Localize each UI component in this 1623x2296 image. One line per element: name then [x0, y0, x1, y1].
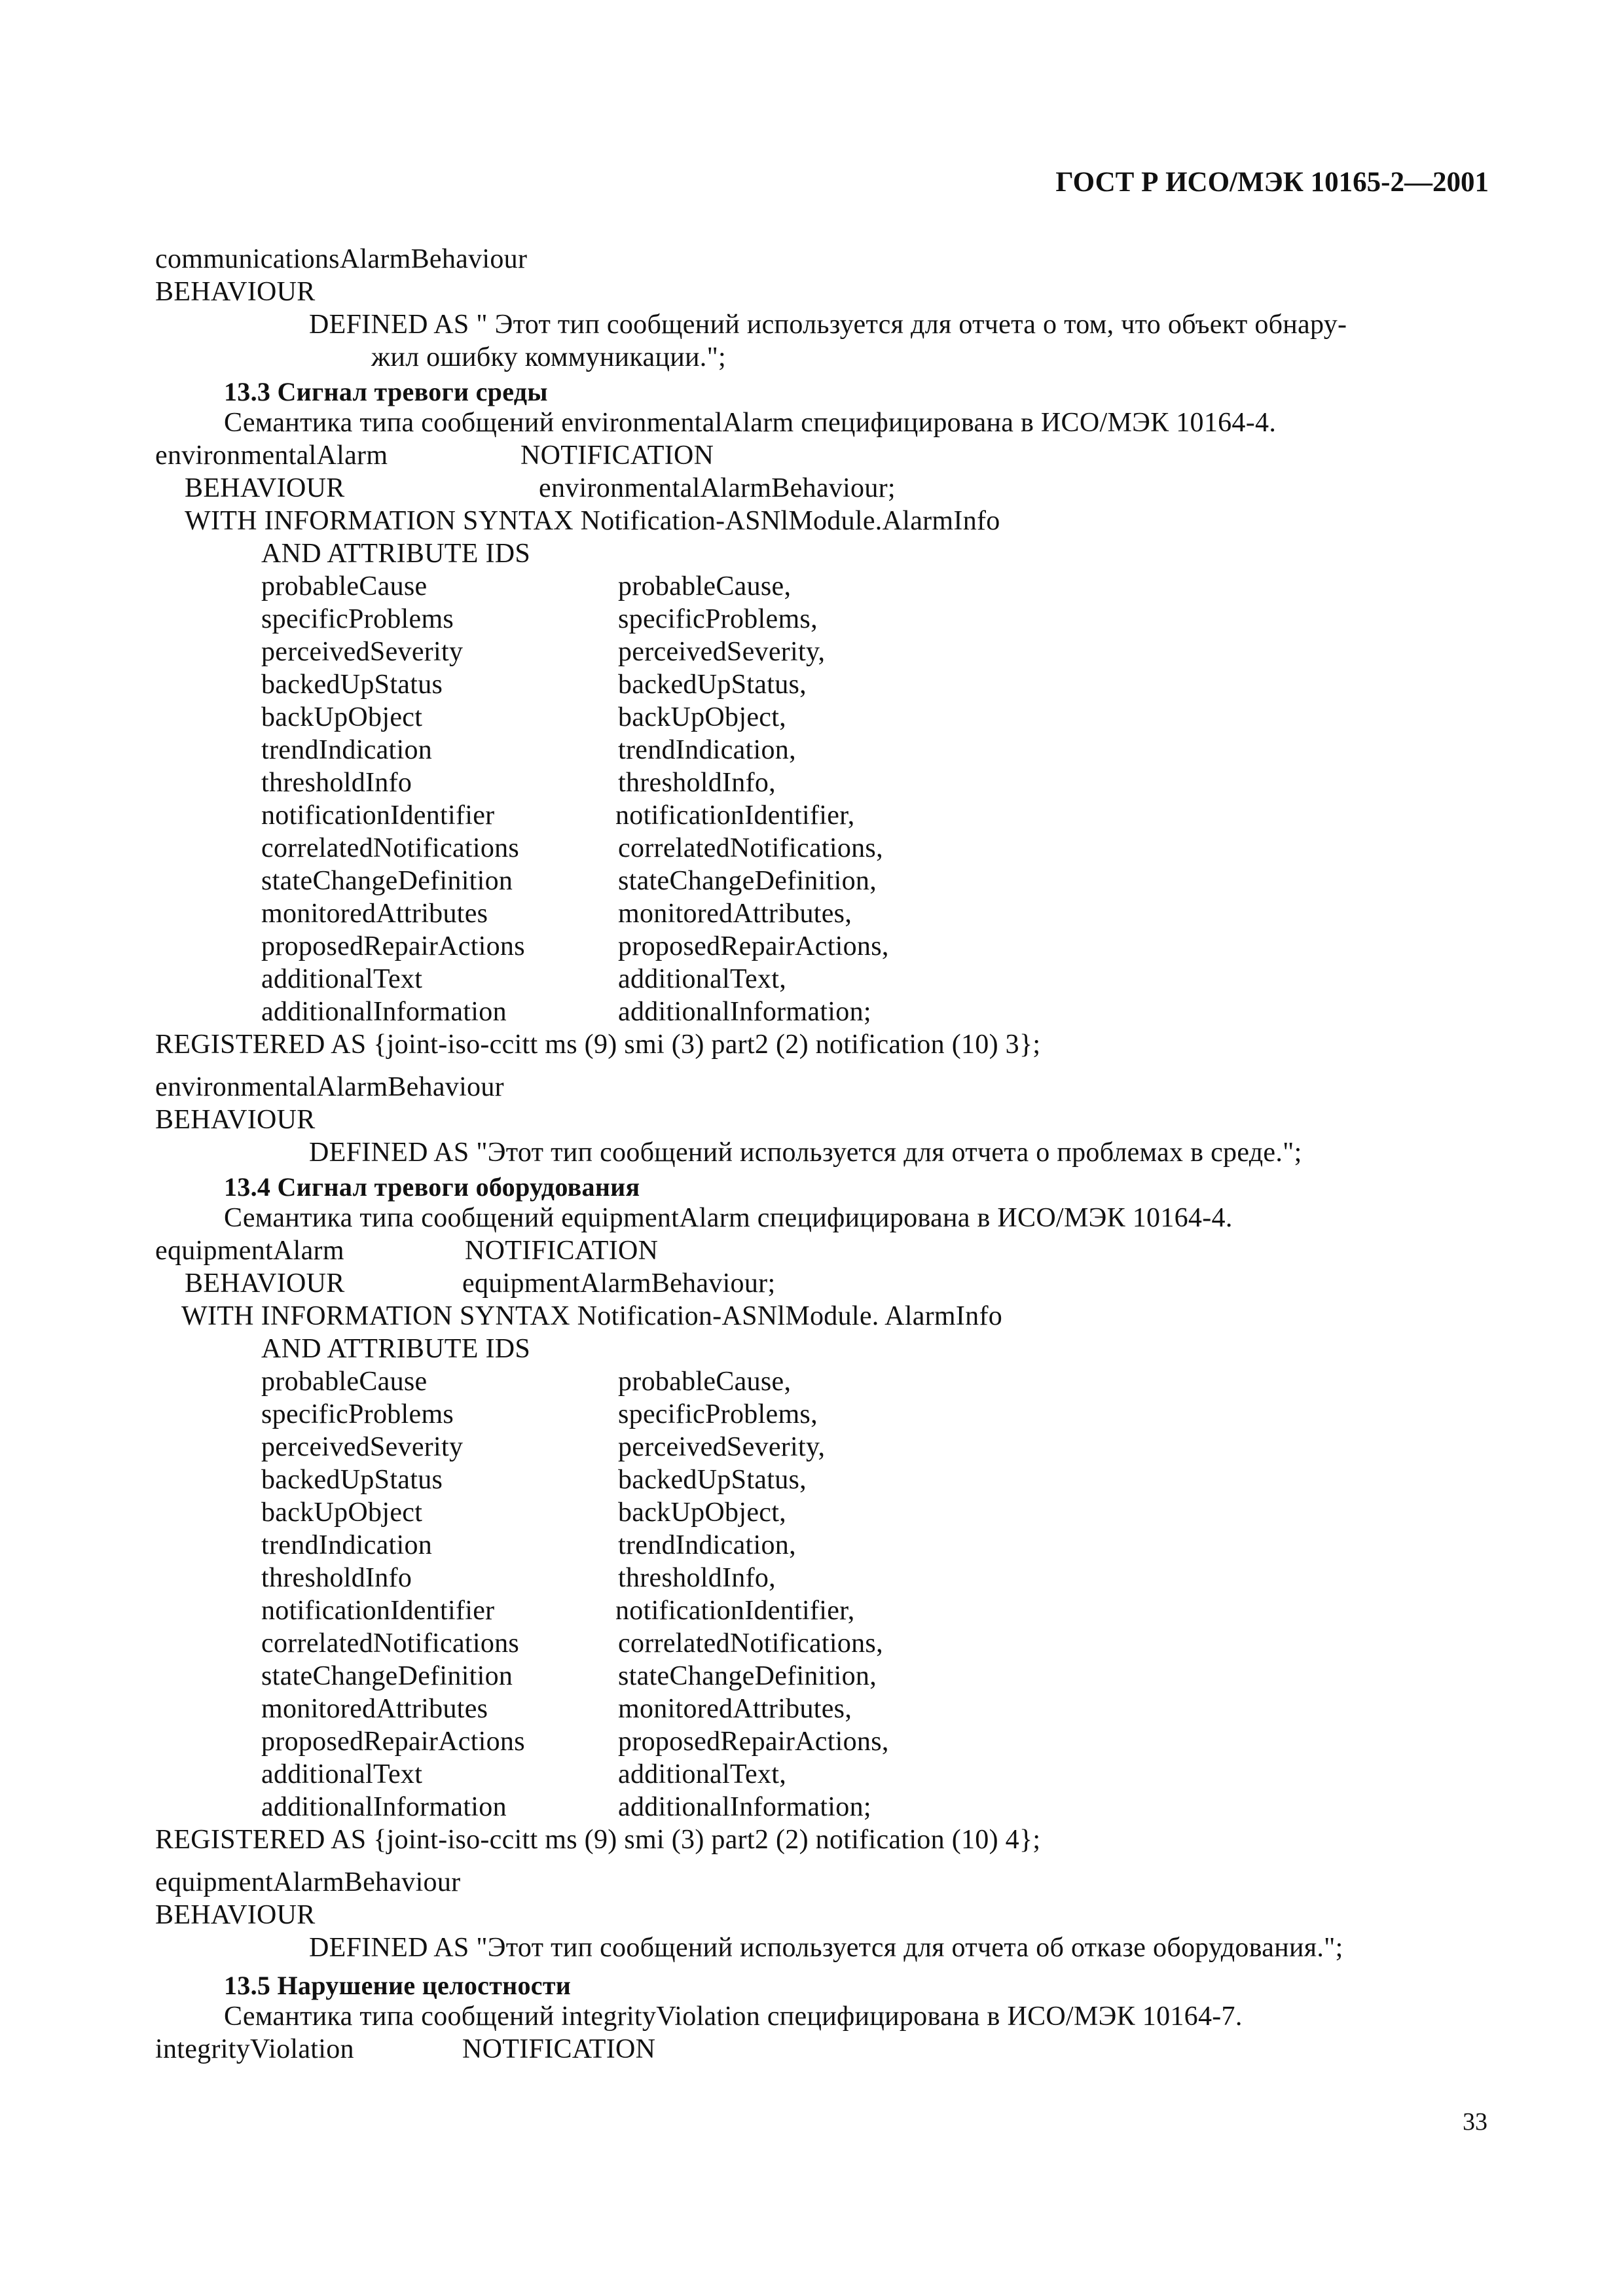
- text-line: backedUpStatus: [261, 670, 443, 700]
- text-line: REGISTERED AS {joint-iso-ccitt ms (9) smi (3) part2 (2) notification (10) 3};: [155, 1030, 1041, 1060]
- text-line: probableCause: [261, 1367, 428, 1397]
- text-line: additionalInformation: [261, 997, 507, 1027]
- text-line: BEHAVIOUR: [185, 473, 345, 503]
- text-line: equipmentAlarmBehaviour;: [462, 1268, 776, 1299]
- text-line: backUpObject: [261, 702, 423, 732]
- text-line: WITH INFORMATION SYNTAX Notification-ASNlModule. AlarmInfo: [181, 1301, 1003, 1331]
- text-line: backUpObject: [261, 1498, 423, 1528]
- text-line: equipmentAlarmBehaviour: [155, 1867, 461, 1897]
- text-line: probableCause,: [618, 1367, 792, 1397]
- text-line: notificationIdentifier: [261, 1596, 495, 1626]
- text-line: Семантика типа сообщений equipmentAlarm специфицирована в ИСО/МЭК 10164-4.: [224, 1203, 1233, 1233]
- text-line: proposedRepairActions,: [618, 931, 889, 961]
- text-line: correlatedNotifications: [261, 1628, 520, 1659]
- text-line: monitoredAttributes: [261, 899, 488, 929]
- text-line: thresholdInfo: [261, 768, 412, 798]
- text-line: backedUpStatus,: [618, 670, 807, 700]
- text-line: probableCause,: [618, 571, 792, 601]
- text-line: additionalText: [261, 1759, 423, 1789]
- text-line: жил ошибку коммуникации.";: [371, 342, 726, 372]
- text-line: trendIndication,: [618, 1530, 796, 1560]
- text-line: communicationsAlarmBehaviour: [155, 244, 528, 274]
- text-line: monitoredAttributes,: [618, 899, 852, 929]
- text-line: backedUpStatus: [261, 1465, 443, 1495]
- text-line: AND ATTRIBUTE IDS: [261, 1334, 531, 1364]
- text-line: correlatedNotifications,: [618, 1628, 883, 1659]
- text-line: BEHAVIOUR: [155, 1900, 316, 1930]
- text-line: environmentalAlarmBehaviour;: [539, 473, 896, 503]
- text-line: Семантика типа сообщений environmentalAlarm специфицирована в ИСО/МЭК 10164-4.: [224, 408, 1277, 438]
- text-line: NOTIFICATION: [465, 1236, 659, 1266]
- text-line: BEHAVIOUR: [155, 277, 316, 307]
- section-heading: 13.4 Сигнал тревоги оборудования: [224, 1172, 640, 1202]
- text-line: notificationIdentifier,: [615, 800, 855, 831]
- text-line: Семантика типа сообщений integrityViolation специфицирована в ИСО/МЭК 10164-7.: [224, 2001, 1243, 2032]
- section-heading: 13.5 Нарушение целостности: [224, 1971, 572, 2000]
- text-line: backedUpStatus,: [618, 1465, 807, 1495]
- text-line: perceivedSeverity: [261, 1432, 464, 1462]
- text-line: additionalInformation: [261, 1792, 507, 1822]
- text-line: additionalText,: [618, 1759, 786, 1789]
- text-line: specificProblems,: [618, 604, 818, 634]
- text-line: NOTIFICATION: [520, 440, 714, 471]
- text-line: trendIndication: [261, 1530, 433, 1560]
- text-line: DEFINED AS "Этот тип сообщений используется для отчета о проблемах в среде.";: [309, 1138, 1302, 1168]
- text-line: stateChangeDefinition,: [618, 1661, 877, 1691]
- text-line: specificProblems: [261, 1399, 454, 1429]
- text-line: NOTIFICATION: [462, 2034, 656, 2064]
- text-line: specificProblems,: [618, 1399, 818, 1429]
- text-line: DEFINED AS "Этот тип сообщений используется для отчета об отказе оборудования.";: [309, 1933, 1343, 1963]
- text-line: stateChangeDefinition,: [618, 866, 877, 896]
- text-line: trendIndication: [261, 735, 433, 765]
- text-line: BEHAVIOUR: [155, 1105, 316, 1135]
- text-line: integrityViolation: [155, 2034, 354, 2064]
- text-line: BEHAVIOUR: [185, 1268, 345, 1299]
- text-line: perceivedSeverity,: [618, 637, 826, 667]
- text-line: thresholdInfo,: [618, 768, 776, 798]
- text-line: equipmentAlarm: [155, 1236, 344, 1266]
- text-line: DEFINED AS " Этот тип сообщений используется для отчета о том, что объект обнару-: [309, 310, 1347, 340]
- text-line: specificProblems: [261, 604, 454, 634]
- text-line: notificationIdentifier,: [615, 1596, 855, 1626]
- text-line: additionalText,: [618, 964, 786, 994]
- text-line: additionalInformation;: [618, 1792, 871, 1822]
- text-line: monitoredAttributes: [261, 1694, 488, 1724]
- document-header: ГОСТ Р ИСО/МЭК 10165-2—2001: [1055, 167, 1489, 198]
- text-line: backUpObject,: [618, 702, 786, 732]
- text-line: REGISTERED AS {joint-iso-ccitt ms (9) smi (3) part2 (2) notification (10) 4};: [155, 1825, 1041, 1855]
- text-line: WITH INFORMATION SYNTAX Notification-ASNlModule.AlarmInfo: [185, 506, 1000, 536]
- text-line: thresholdInfo,: [618, 1563, 776, 1593]
- text-line: additionalText: [261, 964, 423, 994]
- text-line: stateChangeDefinition: [261, 1661, 513, 1691]
- text-line: additionalInformation;: [618, 997, 871, 1027]
- text-line: monitoredAttributes,: [618, 1694, 852, 1724]
- section-heading: 13.3 Сигнал тревоги среды: [224, 377, 548, 406]
- text-line: backUpObject,: [618, 1498, 786, 1528]
- page-number: 33: [1463, 2108, 1487, 2136]
- text-line: thresholdInfo: [261, 1563, 412, 1593]
- text-line: probableCause: [261, 571, 428, 601]
- text-line: perceivedSeverity: [261, 637, 464, 667]
- text-line: perceivedSeverity,: [618, 1432, 826, 1462]
- text-line: proposedRepairActions: [261, 931, 525, 961]
- text-line: correlatedNotifications: [261, 833, 520, 863]
- text-line: correlatedNotifications,: [618, 833, 883, 863]
- text-line: stateChangeDefinition: [261, 866, 513, 896]
- text-line: notificationIdentifier: [261, 800, 495, 831]
- text-line: AND ATTRIBUTE IDS: [261, 539, 531, 569]
- text-line: trendIndication,: [618, 735, 796, 765]
- text-line: proposedRepairActions,: [618, 1727, 889, 1757]
- text-line: environmentalAlarm: [155, 440, 388, 471]
- text-line: environmentalAlarmBehaviour: [155, 1072, 504, 1102]
- text-line: proposedRepairActions: [261, 1727, 525, 1757]
